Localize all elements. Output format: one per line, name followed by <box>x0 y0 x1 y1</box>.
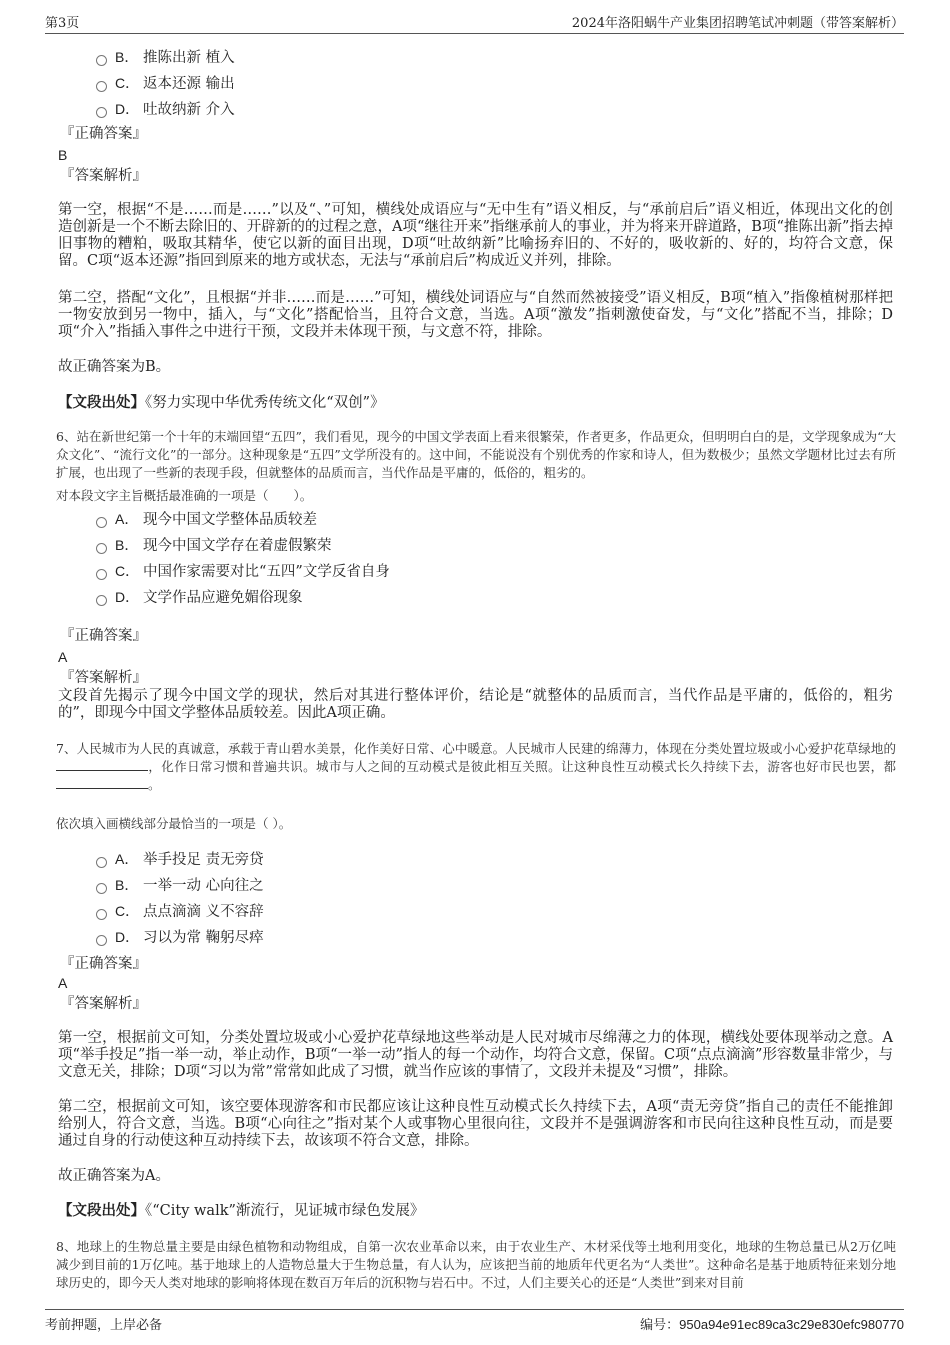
radio-icon[interactable] <box>96 569 107 580</box>
q5-answer: B <box>58 147 68 163</box>
radio-icon[interactable] <box>96 935 107 946</box>
q7-option-b[interactable]: B． 一举一动 心向往之 <box>96 876 264 895</box>
radio-icon[interactable] <box>96 883 107 894</box>
q7-conclusion: 故正确答案为A。 <box>58 1168 170 1184</box>
q7-source: 【文段出处】《“City walk”渐流行，见证城市绿色发展》 <box>58 1202 425 1219</box>
radio-icon[interactable] <box>96 517 107 528</box>
page-header <box>0 0 950 36</box>
q6-question: 对本段文字主旨概括最准确的一项是（ ）。 <box>56 488 313 503</box>
correct-answer-label: 『正确答案』 <box>60 956 147 972</box>
q7-stem: 7、人民城市为人民的真诚意，承载于青山碧水美景，化作美好日常、心中暖意。人民城市人民建的绵薄力，体现在分类处置垃圾或小心爱护花草绿地的，化作日常习惯和普遍共识。城市与人之间的互动模式是彼此相互关照。让这种良性互动模式长久持续下去，游客也好市民也罢，都。 <box>56 741 896 792</box>
radio-icon[interactable] <box>96 55 107 66</box>
q6-stem: 6、站在新世纪第一个十年的末端回望“五四”，我们看见，现今的中国文学表面上看来很繁荣，作者更多，作品更众，但明明白白的是，文学现象成为“大众文化”、“流行文化”的一部分。这种现象是“五四”文学所没有的。这中间，不能说没有个别优秀的作家和诗人，但为数极少；虽然文学题材比过去有所扩展，也出现了一些新的表现手段，但就整体的品质而言，当代作品是平庸的，低俗的，粗劣的。 <box>56 429 896 480</box>
q5-option-d[interactable]: D． 吐故纳新 介入 <box>96 100 235 119</box>
q5-option-c[interactable]: C． 返本还源 输出 <box>96 74 235 93</box>
radio-icon[interactable] <box>96 543 107 554</box>
footer-slogan: 考前押题，上岸必备 <box>45 1318 163 1333</box>
q7-question: 依次填入画横线部分最恰当的一项是（ ）。 <box>56 816 292 831</box>
radio-icon[interactable] <box>96 909 107 920</box>
page-footer <box>0 1300 950 1345</box>
radio-icon[interactable] <box>96 81 107 92</box>
q6-answer: A <box>58 649 68 665</box>
q6-option-c[interactable]: C． 中国作家需要对比“五四”文学反省自身 <box>96 562 390 581</box>
q7-option-a[interactable]: A． 举手投足 责无旁贷 <box>96 850 264 869</box>
q5-option-b[interactable]: B． 推陈出新 植入 <box>96 48 235 67</box>
document-code: 编号：950a94e91ec89ca3c29e830efc980770 <box>640 1317 904 1333</box>
q6-option-a[interactable]: A． 现今中国文学整体品质较差 <box>96 510 317 529</box>
correct-answer-label: 『正确答案』 <box>60 628 147 644</box>
q7-option-c[interactable]: C． 点点滴滴 义不容辞 <box>96 902 264 921</box>
q7-analysis-p1: 第一空，根据前文可知，分类处置垃圾或小心爱护花草绿地这些举动是人民对城市尽绵薄之力的体现，横线处要体现举动之意。A项“举手投足”指一举一动，举止动作，B项“一举一动”指人的每一个动作，均符合文意，保留。C项“点点滴滴”形容数量非常少，与文意无关，排除；D项“习以为常”常常如此成了习惯，就当作应该的事情了，文段并未提及“习惯”，排除。 <box>58 1030 893 1080</box>
radio-icon[interactable] <box>96 595 107 606</box>
document-title: 2024年洛阳蜗牛产业集团招聘笔试冲刺题（带答案解析） <box>571 16 904 31</box>
footer-divider <box>45 1309 904 1310</box>
page-number: 第3页 <box>45 16 80 31</box>
analysis-label: 『答案解析』 <box>60 168 147 184</box>
q5-analysis-p2: 第二空，搭配“文化”，且根据“并非……而是……”可知，横线处词语应与“自然而然被接受”语义相反，B项“植入”指像植树那样把一物安放到另一物中，插入，与“文化”搭配恰当，且符合文意，当选。A项“激发”指刺激使奋发，与“文化”搭配不当，排除；D项“介入”指插入事件之中进行干预，文段并未体现干预，与文意不符，排除。 <box>58 290 893 340</box>
fill-blank-1[interactable] <box>56 758 148 771</box>
q5-source: 【文段出处】《努力实现中华优秀传统文化“双创”》 <box>58 394 385 411</box>
q7-analysis-p2: 第二空，根据前文可知，该空要体现游客和市民都应该让这种良性互动模式长久持续下去，A项“责无旁贷”指自己的责任不能推卸给别人，符合文意，当选。B项“心向往之”指对某个人或事物心里很向往，文段并不是强调游客和市民向往这种良性互动，而是要通过自身的行动使这种互动持续下去，故该项不符合文意，排除。 <box>58 1099 893 1149</box>
q7-option-d[interactable]: D． 习以为常 鞠躬尽瘁 <box>96 928 264 947</box>
radio-icon[interactable] <box>96 107 107 118</box>
fill-blank-2[interactable] <box>56 776 148 789</box>
correct-answer-label: 『正确答案』 <box>60 126 147 142</box>
q5-conclusion: 故正确答案为B。 <box>58 359 171 375</box>
radio-icon[interactable] <box>96 857 107 868</box>
q6-option-d[interactable]: D． 文学作品应避免媚俗现象 <box>96 588 303 607</box>
q7-answer: A <box>58 975 68 991</box>
q5-analysis-p1: 第一空，根据“不是……而是……”以及“、”可知，横线处成语应与“无中生有”语义相反，与“承前启后”语义相近，体现出文化的创造创新是一个不断去除旧的、开辟新的的过程之意，A项“继往开来”指继承前人的事业，并为将来开辟道路，B项“推陈出新”指去掉旧事物的糟粕，吸取其精华，使它以新的面目出现，D项“吐故纳新”比喻扬弃旧的、不好的，吸收新的、好的，均符合文意，保留。C项“返本还源”指回到原来的地方或状态，无法与“承前启后”构成近义并列，排除。 <box>58 202 893 269</box>
q6-option-b[interactable]: B． 现今中国文学存在着虚假繁荣 <box>96 536 332 555</box>
q6-analysis: 文段首先揭示了现今中国文学的现状，然后对其进行整体评价，结论是“就整体的品质而言，当代作品是平庸的，低俗的，粗劣的”，即现今中国文学整体品质较差。因此A项正确。 <box>58 688 893 721</box>
analysis-label: 『答案解析』 <box>60 670 147 686</box>
analysis-label: 『答案解析』 <box>60 996 147 1012</box>
header-divider <box>45 33 904 34</box>
q8-stem: 8、地球上的生物总量主要是由绿色植物和动物组成，自第一次农业革命以来，由于农业生产、木材采伐等土地利用变化，地球的生物总量已从2万亿吨减少到目前的1万亿吨。基于地球上的人造物总量大于生物总量，有人认为，应该把当前的地质年代更名为“人类世”。这种命名是基于地质特征来划分地球历史的，即今天人类对地球的影响将体现在数百万年后的沉积物与岩石中。不过，人们主要关心的还是“人类世”到来对目前 <box>56 1239 896 1290</box>
